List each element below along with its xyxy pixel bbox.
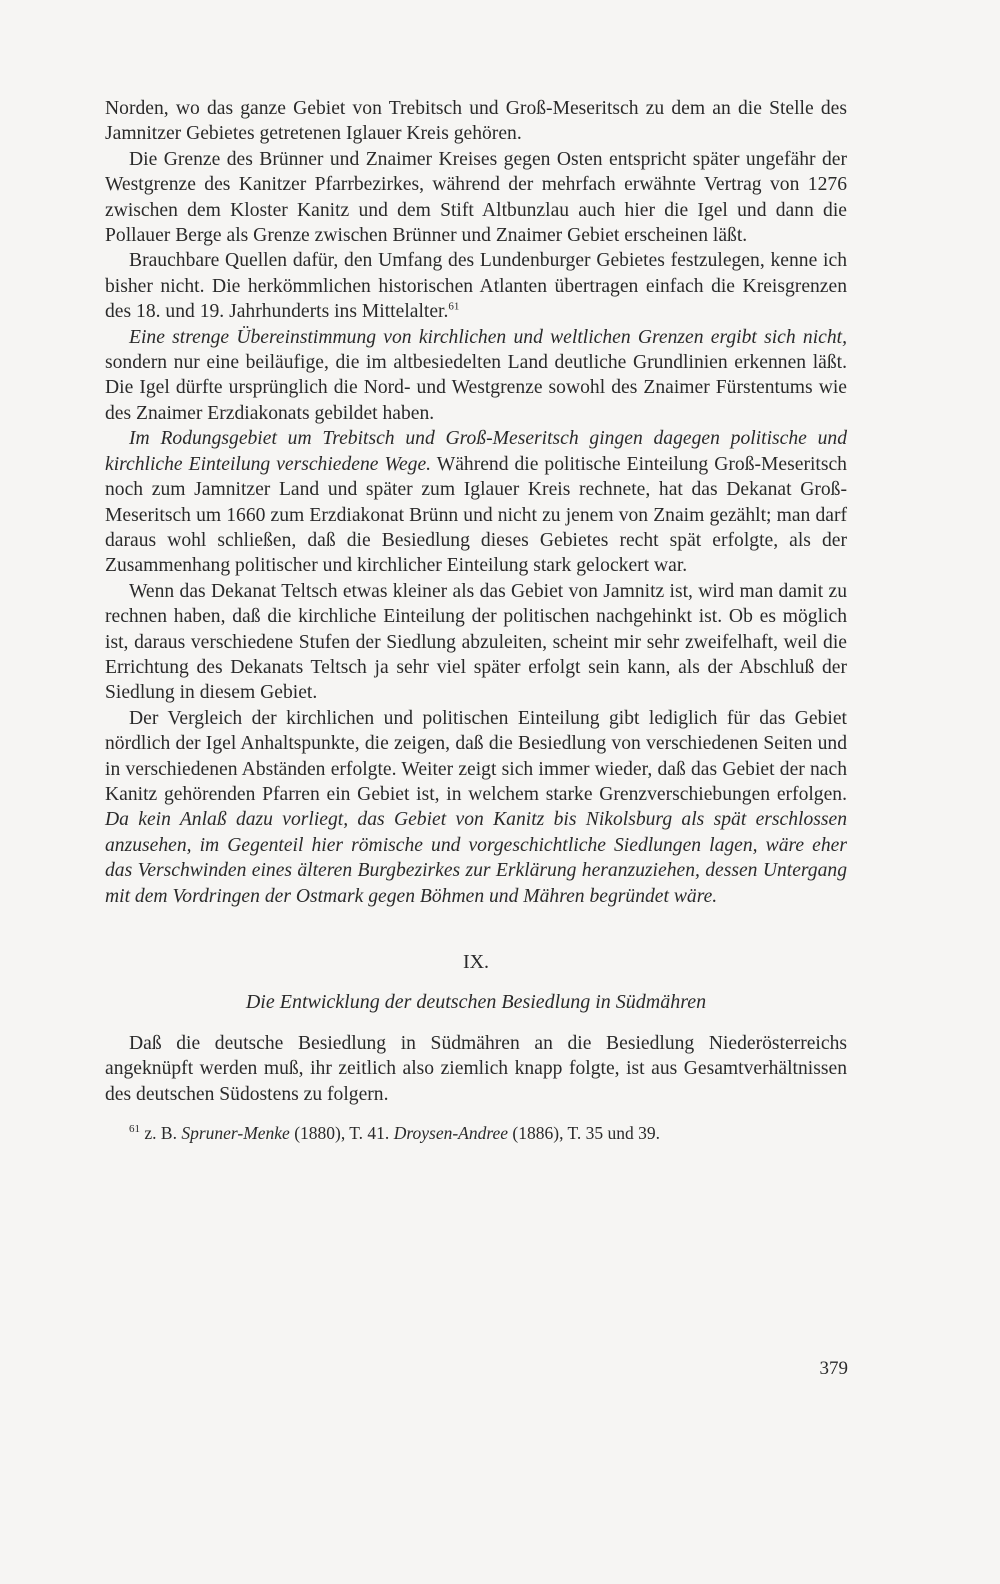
footnote-ref: 61 xyxy=(448,300,460,313)
body-text: Während die politische Einteilung Groß-Meseritsch noch zum Jamnitzer Land und später zum Iglauer Kreis rechnete, hat das Dekanat Groß-Meseritsch um 1660 zum Erzdiakonat Brünn und nicht zu jenem von Znaim gezählt; man darf daraus wohl schließen, daß die Besiedlung dieses Gebietes recht spät erfolgte, als der Zusammenhang politischer und kirchlicher Einteilung stark gelockert war. xyxy=(105,453,847,577)
body-text: Wenn das Dekanat Teltsch etwas kleiner als das Gebiet von Jamnitz ist, wird man damit zu rechnen haben, daß die kirchliche Einteilung der politischen nachgehinkt ist. Ob es möglich ist, daraus verschiedene Stufen der Siedlung abzuleiten, scheint mir sehr zweifelhaft, weil die Errichtung des Dekanats Teltsch ja sehr viel später erfolgt sein kann, als der Abschluß der Siedlung in diesem Gebiet. xyxy=(105,580,847,704)
section-text xyxy=(105,1031,847,1107)
body-text: Daß die deutsche Besiedlung in Südmähren an die Besiedlung Niederösterreichs angeknüpft werden muß, ihr zeitlich also ziemlich knapp folgte, ist aus Gesamtverhältnissen des deutschen Südostens zu folgern. xyxy=(105,1033,847,1105)
paragraph-p4 xyxy=(105,325,847,427)
paragraph-p7 xyxy=(105,706,847,909)
page-number: 379 xyxy=(819,1358,848,1379)
paragraph-p6 xyxy=(105,579,847,706)
footnote-text: z. B. xyxy=(140,1123,182,1144)
body-text: Die Grenze des Brünner und Znaimer Kreises gegen Osten entspricht später ungefähr der Westgrenze des Kanitzer Pfarrbezirkes, während der mehrfach erwähnte Vertrag von 1276 zwischen dem Kloster Kanitz und dem Stift Altbunzlau auch hier die Igel und dann die Pollauer Berge als Grenze zwischen Brünner und Znaimer Gebiet erscheinen läßt. xyxy=(105,148,847,247)
body-text: sondern nur eine beiläufige, die im altbesiedelten Land deutliche Grundlinien erkennen läßt. Die Igel dürfte ursprünglich die Nord- und Westgrenze sowohl des Znaimer Fürstentums wie des Znaimer Erzdiakonats gebildet haben. xyxy=(105,352,847,424)
footnote-marker: 61 xyxy=(129,1123,140,1136)
section-number: IX. xyxy=(462,951,490,973)
body-text: Brauchbare Quellen dafür, den Umfang des Lundenburger Gebietes festzulegen, kenne ich bisher nicht. Die herkömmlichen historischen Atlanten übertragen einfach die Kreisgrenzen des 18. und 19. Jahrhunderts ins Mittelalter. xyxy=(105,250,847,323)
paragraph-p5 xyxy=(105,426,847,578)
footnote-author: Droysen-Andree xyxy=(393,1123,509,1144)
footnote-author: Spruner-Menke xyxy=(181,1123,290,1144)
paragraph-p8 xyxy=(105,1031,847,1107)
footnote xyxy=(105,1121,847,1145)
footnote-text: (1880), T. 41. xyxy=(289,1123,394,1144)
paragraph-p1 xyxy=(105,96,847,147)
emphasis-text: Da kein Anlaß dazu vorliegt, das Gebiet von Kanitz bis Nikolsburg als spät erschlossen anzusehen, im Gegenteil hier römische und vorgeschichtliche Siedlungen lagen, wäre eher das Verschwinden eines älteren Burgbezirkes zur Erklärung heranzuziehen, dessen Untergang mit dem Vordringen der Ostmark gegen Böhmen und Mähren begründet wäre. xyxy=(105,809,847,907)
emphasis-text: Eine strenge Übereinstimmung von kirchlichen und weltlichen Grenzen ergibt sich nicht, xyxy=(129,326,847,348)
page-body xyxy=(105,96,847,1145)
paragraph-p3 xyxy=(105,248,847,324)
body-text: Norden, wo das ganze Gebiet von Trebitsch und Groß-Meseritsch zu dem an die Stelle des Jamnitzer Gebietes getretenen Iglauer Kreis gehören. xyxy=(105,98,847,145)
paragraph-p2 xyxy=(105,147,847,249)
section-title: Die Entwicklung der deutschen Besiedlung in Südmähren xyxy=(245,991,707,1013)
emphasis-text: Im Rodungsgebiet um Trebitsch und Groß-Meseritsch gingen dagegen politische und kirchliche Einteilung verschiedene Wege. xyxy=(105,428,847,475)
main-text xyxy=(105,96,847,909)
body-text: Der Vergleich der kirchlichen und politischen Einteilung gibt lediglich für das Gebiet nördlich der Igel Anhaltspunkte, die zeigen, daß die Besiedlung von verschiedenen Seiten und in verschiedenen Abständen erfolgte. Weiter zeigt sich immer wieder, daß das Gebiet der nach Kanitz gehörenden Pfarren ein Gebiet ist, in welchem starke Grenzverschiebungen erfolgen. xyxy=(105,707,847,805)
footnote-text: (1886), T. 35 und 39. xyxy=(508,1123,661,1144)
